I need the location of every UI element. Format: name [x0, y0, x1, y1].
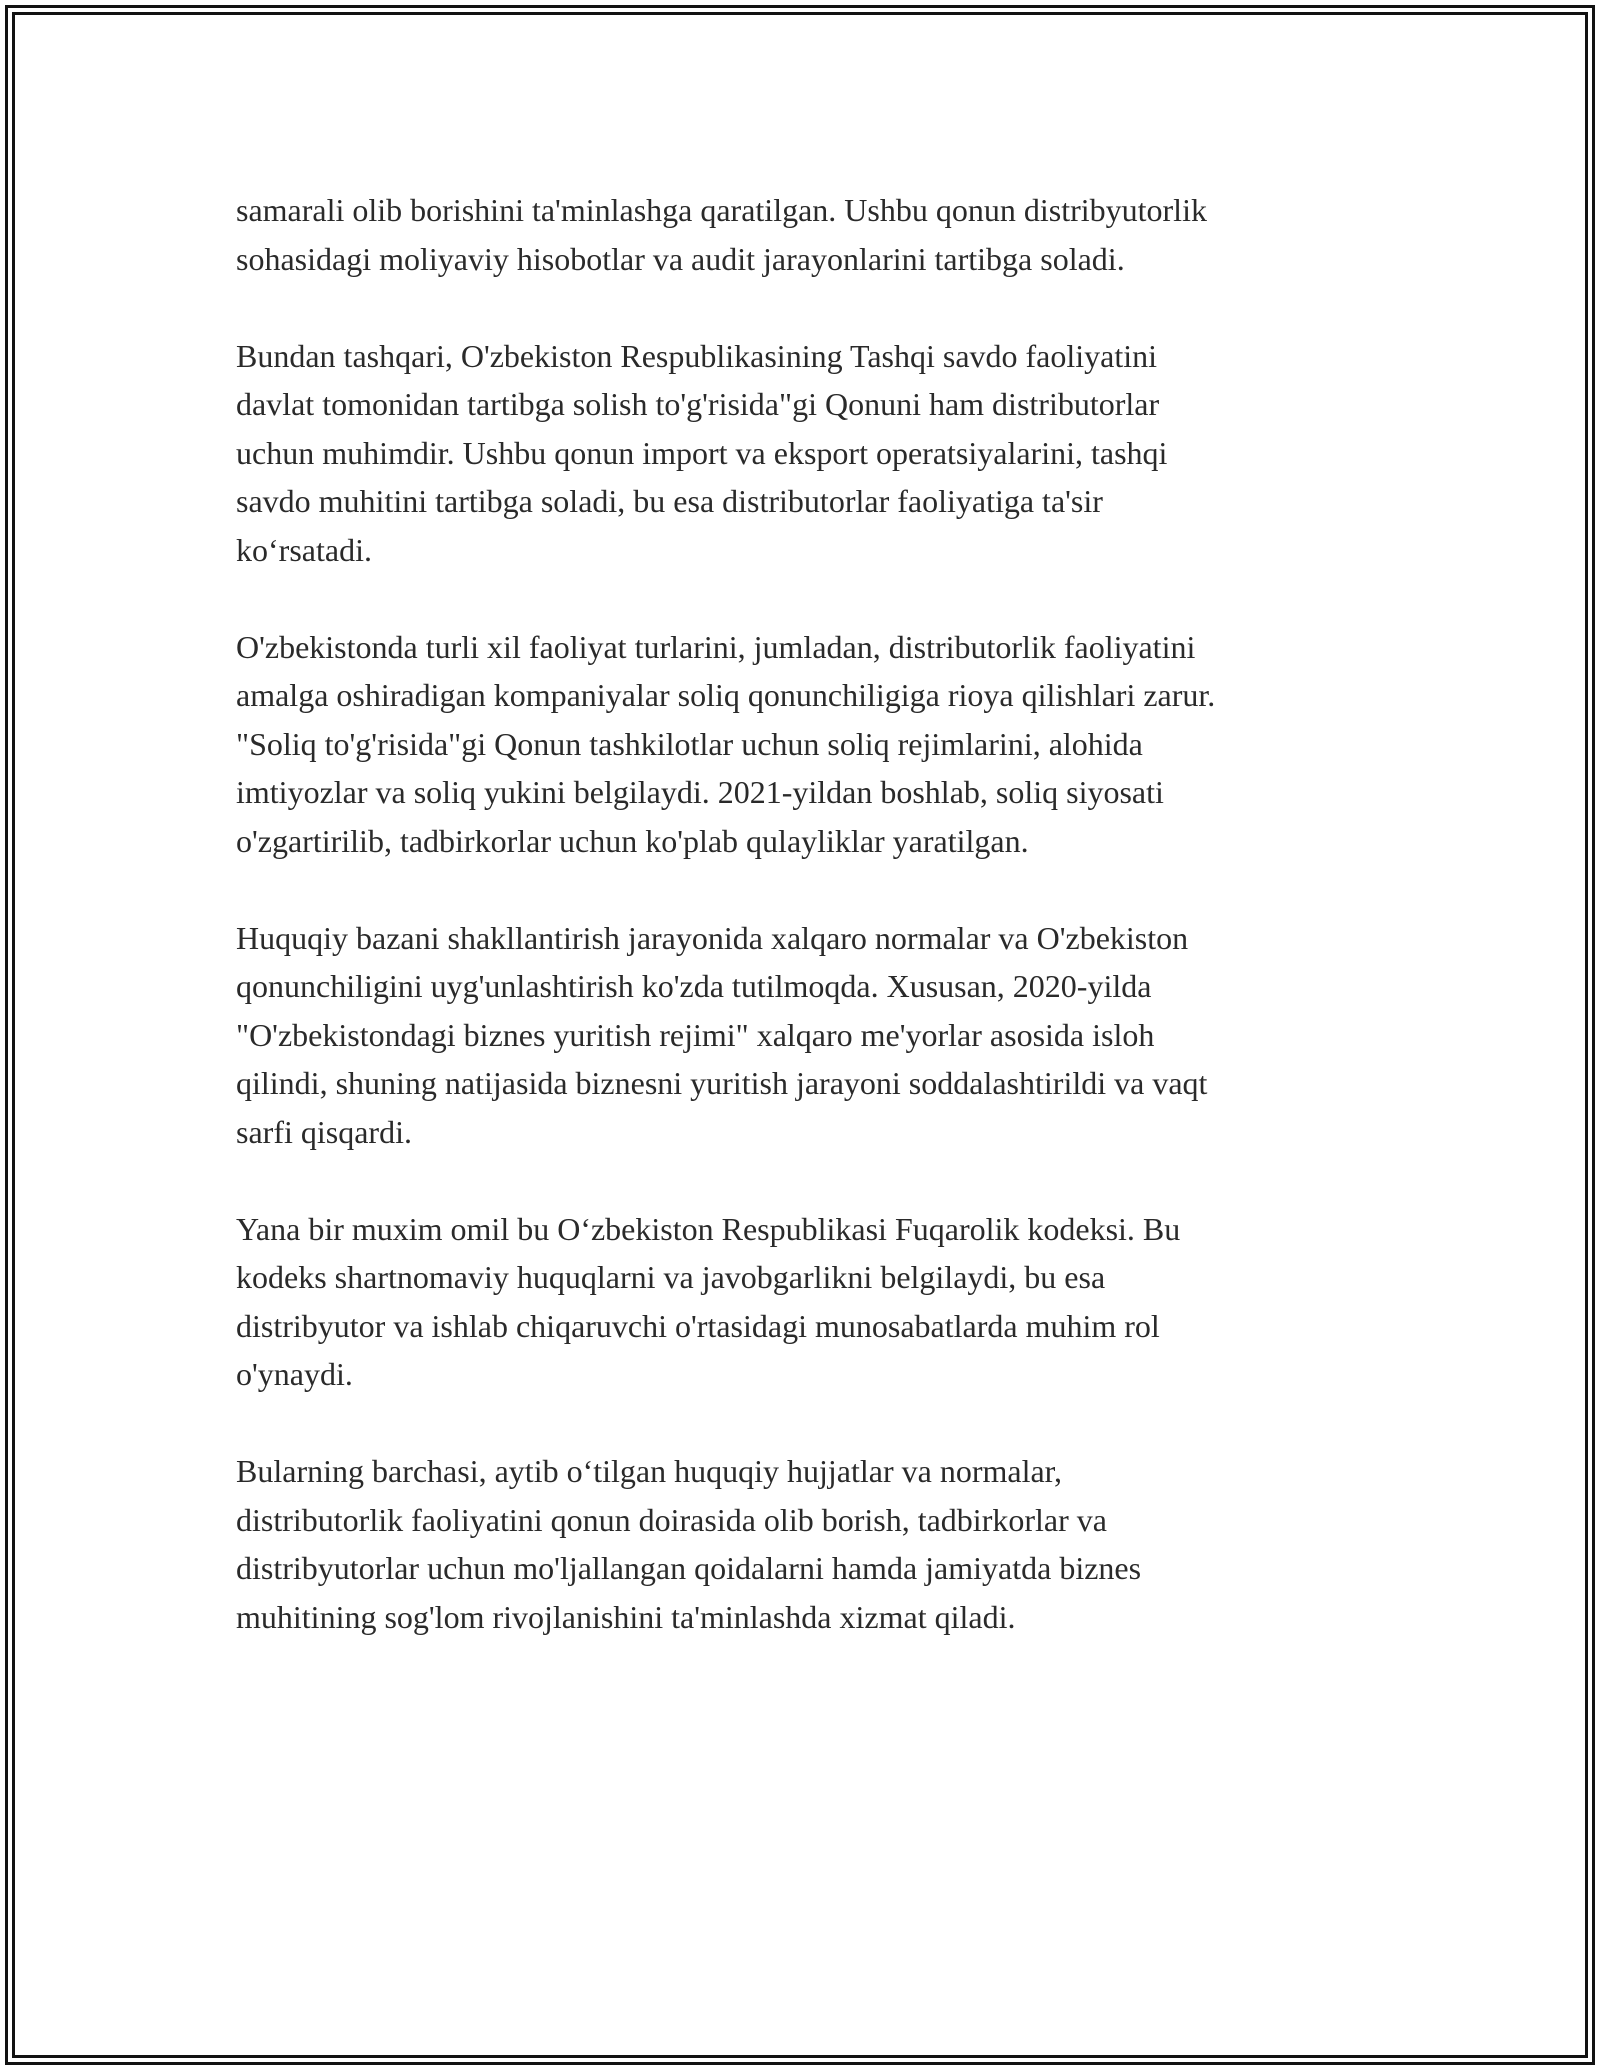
text-line: Bularning barchasi, aytib o‘tilgan huquqiy hujjatlar va normalar, — [236, 1453, 1063, 1489]
text-line: distribyutor va ishlab chiqaruvchi o'rtasidagi munosabatlarda muhim rol — [236, 1307, 1160, 1344]
text-line: "O'zbekistondagi biznes yuritish rejimi" xalqaro me'yorlar asosida isloh — [236, 1016, 1155, 1053]
text-line: "Soliq to'g'risida"gi Qonun tashkilotlar uchun soliq rejimlarini, alohida — [236, 725, 1143, 762]
text-line: O'zbekistonda turli xil faoliyat turlarini, jumladan, distributorlik faoliyatini — [236, 628, 1196, 665]
text-line: sohasidagi moliyaviy hisobotlar va audit jarayonlarini tartibga soladi. — [236, 240, 1125, 277]
paragraph-1 — [236, 186, 1376, 283]
text-line: Bundan tashqari, O'zbekiston Respublikasining Tashqi savdo faoliyatini — [236, 337, 1158, 374]
text-line: kodeks shartnomaviy huquqlarni va javobgarlikni belgilaydi, bu esa — [236, 1259, 1106, 1295]
text-line: qilindi, shuning natijasida biznesni yuritish jarayoni soddalashtirildi va vaqt — [236, 1065, 1208, 1101]
paragraph-4 — [236, 914, 1376, 1157]
paragraph-3 — [236, 623, 1376, 866]
document-body — [236, 186, 1376, 1641]
text-line: imtiyozlar va soliq yukini belgilaydi. 2021-yildan boshlab, soliq siyosati — [236, 774, 1164, 810]
text-line: uchun muhimdir. Ushbu qonun import va eksport operatsiyalarini, tashqi — [236, 434, 1168, 471]
text-line: o'ynaydi. — [236, 1356, 353, 1392]
text-line: distributorlik faoliyatini qonun doirasida olib borish, tadbirkorlar va — [236, 1501, 1107, 1538]
paragraph-2 — [236, 332, 1376, 575]
text-line: qonunchiligini uyg'unlashtirish ko'zda tutilmoqda. Xususan, 2020-yilda — [236, 968, 1152, 1004]
text-line: o'zgartirilib, tadbirkorlar uchun ko'plab qulayliklar yaratilgan. — [236, 822, 1029, 859]
text-line: amalga oshiradigan kompaniyalar soliq qonunchiligiga rioya qilishlari zarur. — [236, 677, 1216, 713]
text-line: Huquqiy bazani shakllantirish jarayonida xalqaro normalar va O'zbekiston — [236, 919, 1189, 956]
text-line: muhitining sog'lom rivojlanishini ta'minlashda xizmat qiladi. — [236, 1598, 1016, 1635]
text-line: davlat tomonidan tartibga solish to'g'risida"gi Qonuni ham distributorlar — [236, 386, 1160, 422]
text-line: sarfi qisqardi. — [236, 1113, 412, 1150]
text-line: Yana bir muxim omil bu O‘zbekiston Respublikasi Fuqarolik kodeksi. Bu — [236, 1210, 1181, 1247]
text-line: savdo muhitini tartibga soladi, bu esa distributorlar faoliyatiga ta'sir — [236, 483, 1103, 519]
paragraph-5 — [236, 1205, 1376, 1399]
text-line: distribyutorlar uchun mo'ljallangan qoidalarni hamda jamiyatda biznes — [236, 1550, 1142, 1586]
text-line: ko‘rsatadi. — [236, 531, 372, 568]
text-line: samarali olib borishini ta'minlashga qaratilgan. Ushbu qonun distribyutorlik — [236, 192, 1207, 228]
paragraph-6 — [236, 1447, 1376, 1641]
